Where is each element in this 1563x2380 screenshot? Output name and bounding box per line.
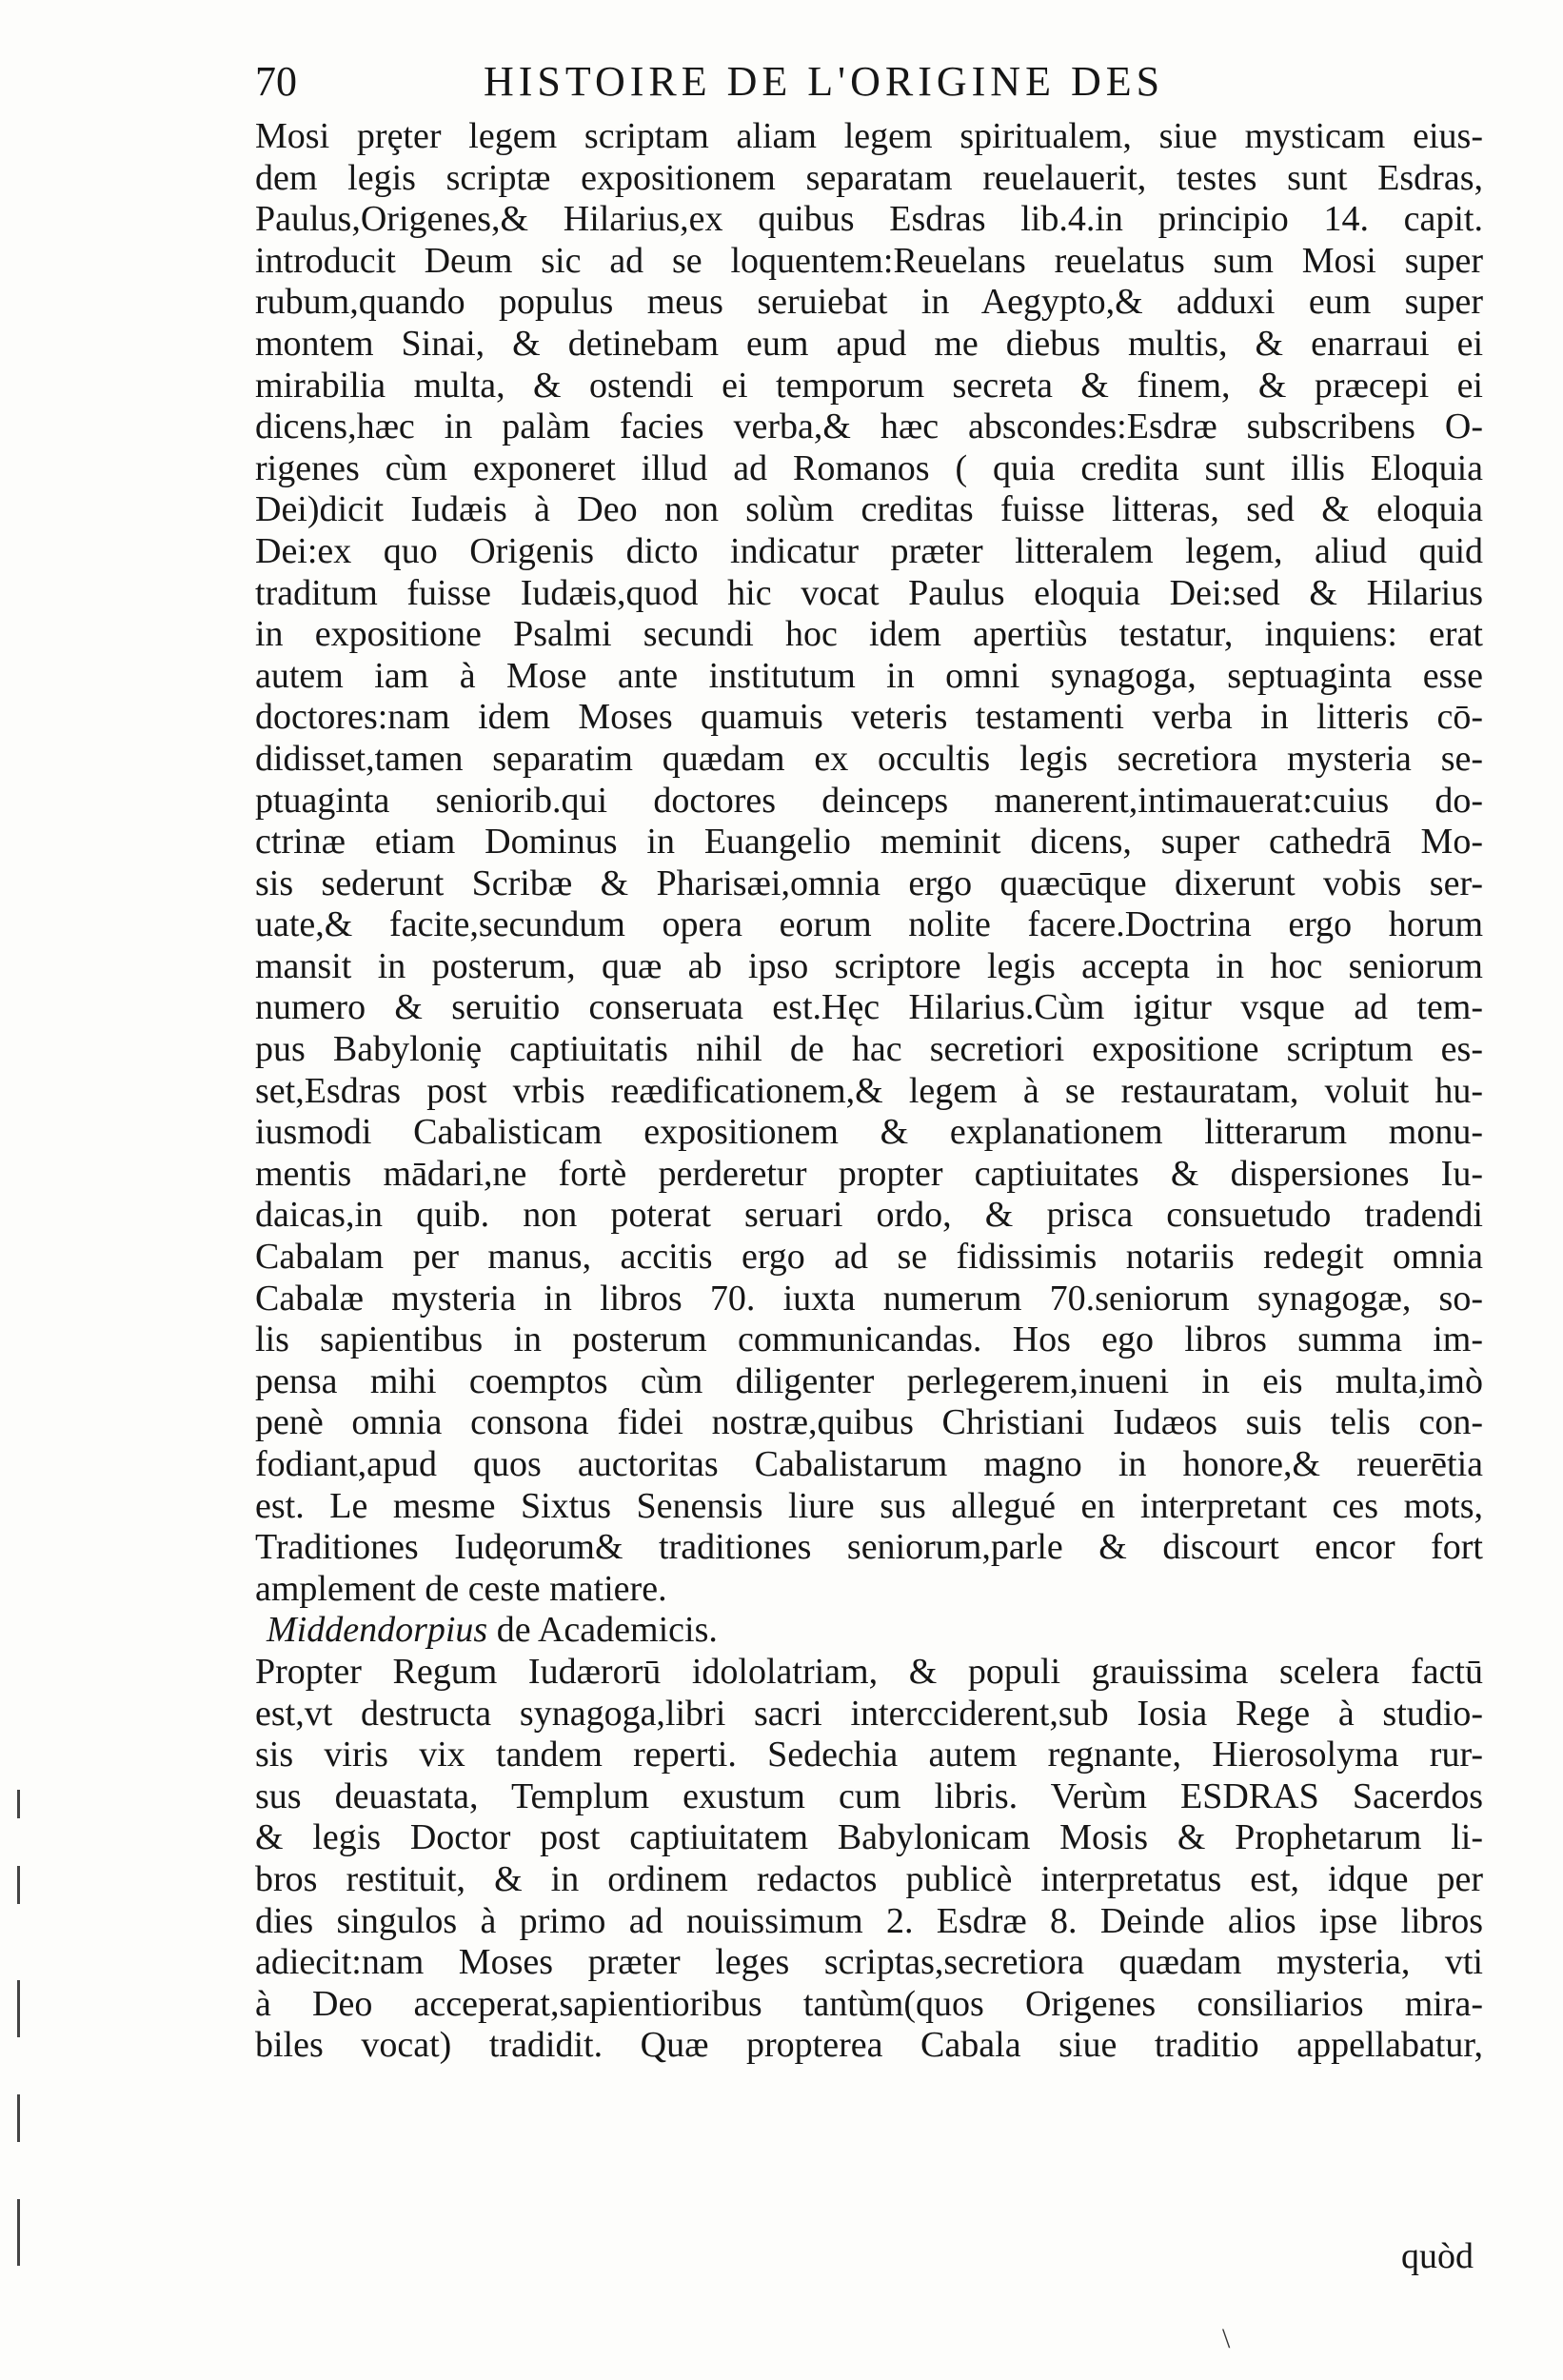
text-line: sis viris vix tandem reperti. Sedechia autem regnante, Hierosolyma rur- <box>255 1735 1483 1775</box>
text-line: amplement de ceste matiere. <box>255 1568 667 1609</box>
text-line: in expositione Psalmi secundi hoc idem apertiùs testatur, inquiens: erat <box>255 614 1483 655</box>
text-line: Propter Regum Iudærorū idololatriam, & populi grauissima scelera factū <box>255 1651 1483 1692</box>
margin-scan-mark <box>17 1866 20 1904</box>
text-line: ptuaginta seniorib.qui doctores deinceps manerent,intimauerat:cuius do- <box>255 780 1483 821</box>
margin-scan-mark <box>17 2094 20 2142</box>
text-line: iusmodi Cabalisticam expositionem & explanationem litterarum monu- <box>255 1112 1483 1153</box>
text-line: sis sederunt Scribæ & Pharisæi,omnia ergo quæcūque dixerunt vobis ser- <box>255 863 1483 903</box>
text-line: fodiant,apud quos auctoritas Cabalistarum magno in honore,& reuerētia <box>255 1444 1483 1484</box>
text-line: dies singulos à primo ad nouissimum 2. Esdræ 8. Deinde alios ipse libros <box>255 1900 1483 1941</box>
text-line: mansit in posterum, quæ ab ipso scriptore legis accepta in hoc seniorum <box>255 945 1483 986</box>
page-header <box>255 50 1483 116</box>
text-line: daicas,in quib. non poterat seruari ordo, & prisca consuetudo tradendi <box>255 1195 1483 1236</box>
text-line: rigenes cùm exponeret illud ad Romanos ( quia credita sunt illis Eloquia <box>255 447 1483 488</box>
ink-speck-icon: \ <box>1222 2323 1231 2354</box>
page-number: 70 <box>255 58 297 105</box>
text-line: rubum,quando populus meus seruiebat in Aegypto,& adduxi eum super <box>255 282 1483 323</box>
text-line: uate,& facite,secundum opera eorum nolite facere.Doctrina ergo horum <box>255 904 1483 945</box>
text-line: mentis mādari,ne fortè perderetur propter captiuitates & dispersiones Iu- <box>255 1153 1483 1194</box>
text-line: dem legis scriptæ expositionem separatam reuelauerit, testes sunt Esdras, <box>255 157 1483 198</box>
text-line: set,Esdras post vrbis reædificationem,& legem à se restauratam, voluit hu- <box>255 1070 1483 1111</box>
text-line: Cabalæ mysteria in libros 70. iuxta numerum 70.seniorum synagogæ, so- <box>255 1278 1483 1319</box>
text-line: doctores:nam idem Moses quamuis veteris testamenti verba in litteris cō- <box>255 697 1483 738</box>
paragraph-hilarius <box>255 116 1483 1610</box>
text-line: mirabilia multa, & ostendi ei temporum secreta & finem, & præcepi ei <box>255 365 1483 406</box>
text-line: est. Le mesme Sixtus Senensis liure sus allegué en interpretant ces mots, <box>255 1485 1483 1526</box>
text-line: ctrinæ etiam Dominus in Euangelio meminit dicens, super cathedrā Mo- <box>255 822 1483 863</box>
text-line: numero & seruitio conseruata est.Hęc Hilarius.Cùm igitur vsque ad tem- <box>255 987 1483 1028</box>
text-line: à Deo acceperat,sapientioribus tantùm(quos Origenes consiliarios mira- <box>255 1983 1483 2024</box>
paragraph-middendorpius <box>255 1652 1483 2067</box>
text-line: sus deuastata, Templum exustum cum libris. Verùm ESDRAS Sacerdos <box>255 1775 1483 1816</box>
margin-scan-mark <box>17 1790 20 1818</box>
section-heading-title: de Academicis. <box>487 1610 718 1651</box>
text-line: traditum fuisse Iudæis,quod hic vocat Paulus eloquia Dei:sed & Hilarius <box>255 572 1483 613</box>
text-line: Traditiones Iudęorum& traditiones seniorum,parle & discourt encor fort <box>255 1527 1483 1568</box>
text-line: Dei:ex quo Origenis dicto indicatur præter litteralem legem, aliud quid <box>255 530 1483 571</box>
text-line: pus Babyloniȩ captiuitatis nihil de hac secretiori expositione scriptum es- <box>255 1029 1483 1070</box>
text-line: bros restituit, & in ordinem redactos publicè interpretatus est, idque per <box>255 1858 1483 1899</box>
text-line: introducit Deum sic ad se loquentem:Reuelans reuelatus sum Mosi super <box>255 240 1483 281</box>
text-line: dicens,hæc in palàm facies verba,& hæc abscondes:Esdræ subscribens O- <box>255 407 1483 447</box>
text-line: penè omnia consona fidei nostræ,quibus Christiani Iudæos suis telis con- <box>255 1402 1483 1443</box>
text-line: montem Sinai, & detinebam eum apud me diebus multis, & enarraui ei <box>255 323 1483 364</box>
margin-scan-mark <box>17 1980 20 2037</box>
text-line: didisset,tamen separatim quædam ex occultis legis secretiora mysteria se- <box>255 738 1483 779</box>
text-line: biles vocat) tradidit. Quæ propterea Cabala siue traditio appellabatur, <box>255 2025 1483 2066</box>
text-line: autem iam à Mose ante institutum in omni synagoga, septuaginta esse <box>255 655 1483 696</box>
section-heading <box>255 1610 1483 1652</box>
text-line: adiecit:nam Moses præter leges scriptas,secretiora quædam mysteria, vti <box>255 1942 1483 1983</box>
text-line: est,vt destructa synagoga,libri sacri intercciderent,sub Iosia Rege à studio- <box>255 1693 1483 1734</box>
text-line: pensa mihi coemptos cùm diligenter perlegerem,inueni in eis multa,imò <box>255 1360 1483 1401</box>
running-title: HISTOIRE DE L'ORIGINE DES <box>484 58 1165 105</box>
margin-scan-mark <box>17 2199 20 2266</box>
body-text <box>255 116 1483 2067</box>
text-line: Mosi prȩter legem scriptam aliam legem spiritualem, siue mysticam eius- <box>255 116 1483 156</box>
text-line: lis sapientibus in posterum communicandas. Hos ego libros summa im- <box>255 1319 1483 1360</box>
text-line: & legis Doctor post captiuitatem Babylonicam Mosis & Prophetarum li- <box>255 1817 1483 1858</box>
text-line: Paulus,Origenes,& Hilarius,ex quibus Esdras lib.4.in principio 14. capit. <box>255 199 1483 240</box>
text-line: Cabalam per manus, accitis ergo ad se fidissimis notariis redegit omnia <box>255 1237 1483 1278</box>
catchword: quòd <box>1401 2236 1474 2276</box>
section-heading-author: Middendorpius <box>267 1610 488 1651</box>
text-line: Dei)dicit Iudæis à Deo non solùm creditas fuisse litteras, sed & eloquia <box>255 489 1483 530</box>
